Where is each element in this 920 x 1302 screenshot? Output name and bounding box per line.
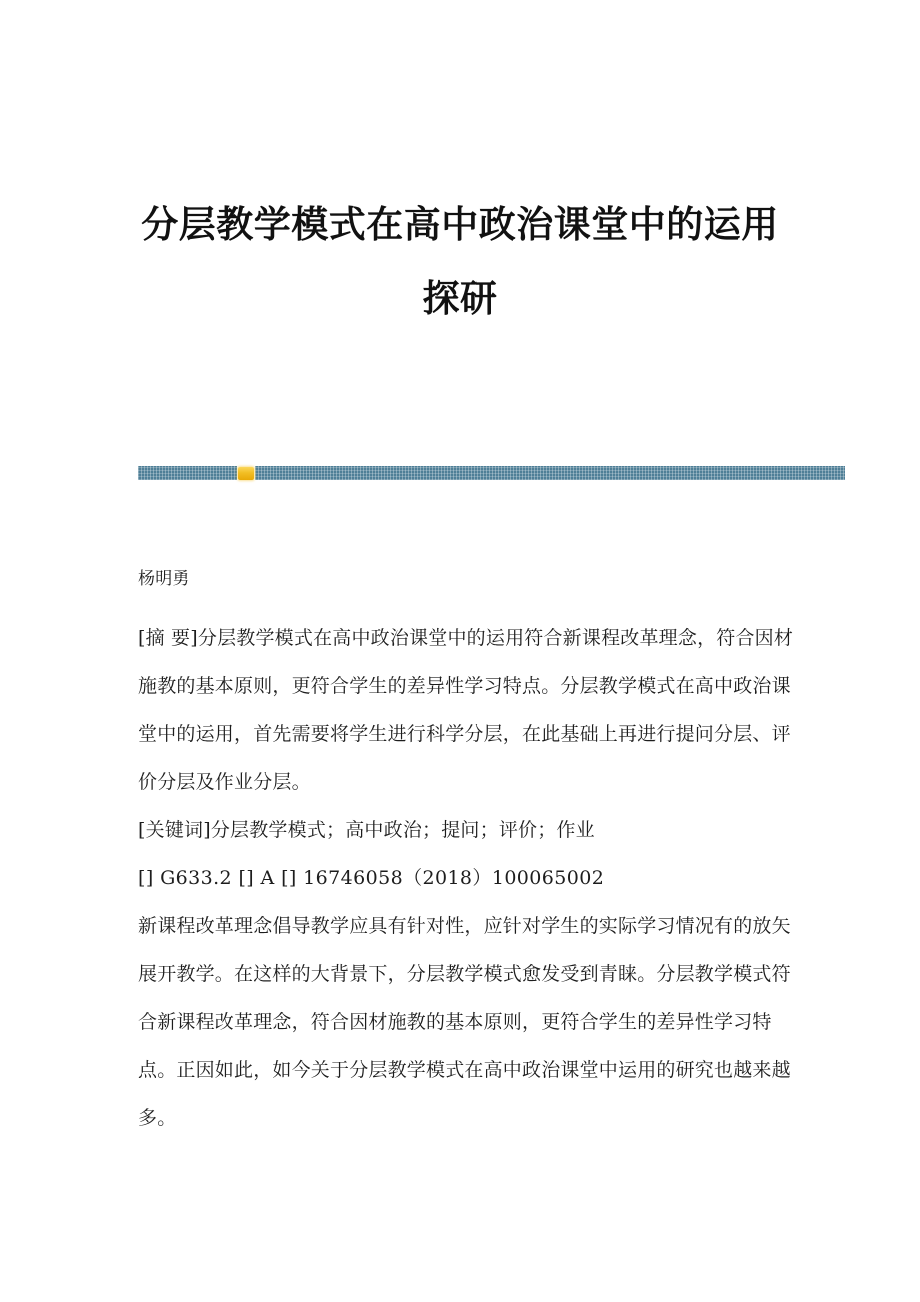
body-line: 点。正因如此，如今关于分层教学模式在高中政治课堂中运用的研究也越来越 bbox=[138, 1059, 791, 1081]
decorative-divider bbox=[138, 466, 845, 480]
body-line: 展开教学。在这样的大背景下，分层教学模式愈发受到青睐。分层教学模式符 bbox=[138, 963, 791, 985]
document-content bbox=[138, 556, 794, 1142]
title-block bbox=[138, 188, 782, 336]
author-name: 杨明勇 bbox=[138, 569, 190, 589]
title-line-2: 探研 bbox=[422, 277, 498, 320]
abstract-line: [摘 要]分层教学模式在高中政治课堂中的运用符合新课程改革理念，符合因材 bbox=[138, 627, 794, 649]
abstract-line: 施教的基本原则，更符合学生的差异性学习特点。分层教学模式在高中政治课 bbox=[138, 675, 791, 697]
body-line: 多。 bbox=[138, 1107, 177, 1129]
body-line: 合新课程改革理念，符合因材施教的基本原则，更符合学生的差异性学习特 bbox=[138, 1011, 772, 1033]
gem-square-icon bbox=[237, 463, 255, 483]
abstract-line: 价分层及作业分层。 bbox=[138, 771, 311, 793]
classification-line: [] G633.2 [] A [] 16746058（2018）100065002 bbox=[138, 867, 605, 889]
title-line-1: 分层教学模式在高中政治课堂中的运用 bbox=[141, 203, 779, 246]
body-line: 新课程改革理念倡导教学应具有针对性，应针对学生的实际学习情况有的放矢 bbox=[138, 915, 791, 937]
gem-square-icon-inner bbox=[238, 467, 254, 480]
page-title bbox=[138, 188, 782, 336]
keywords-line: [关键词]分层教学模式；高中政治；提问；评价；作业 bbox=[138, 819, 595, 841]
abstract-line: 堂中的运用，首先需要将学生进行科学分层，在此基础上再进行提问分层、评 bbox=[138, 723, 791, 745]
spacer bbox=[138, 602, 794, 614]
